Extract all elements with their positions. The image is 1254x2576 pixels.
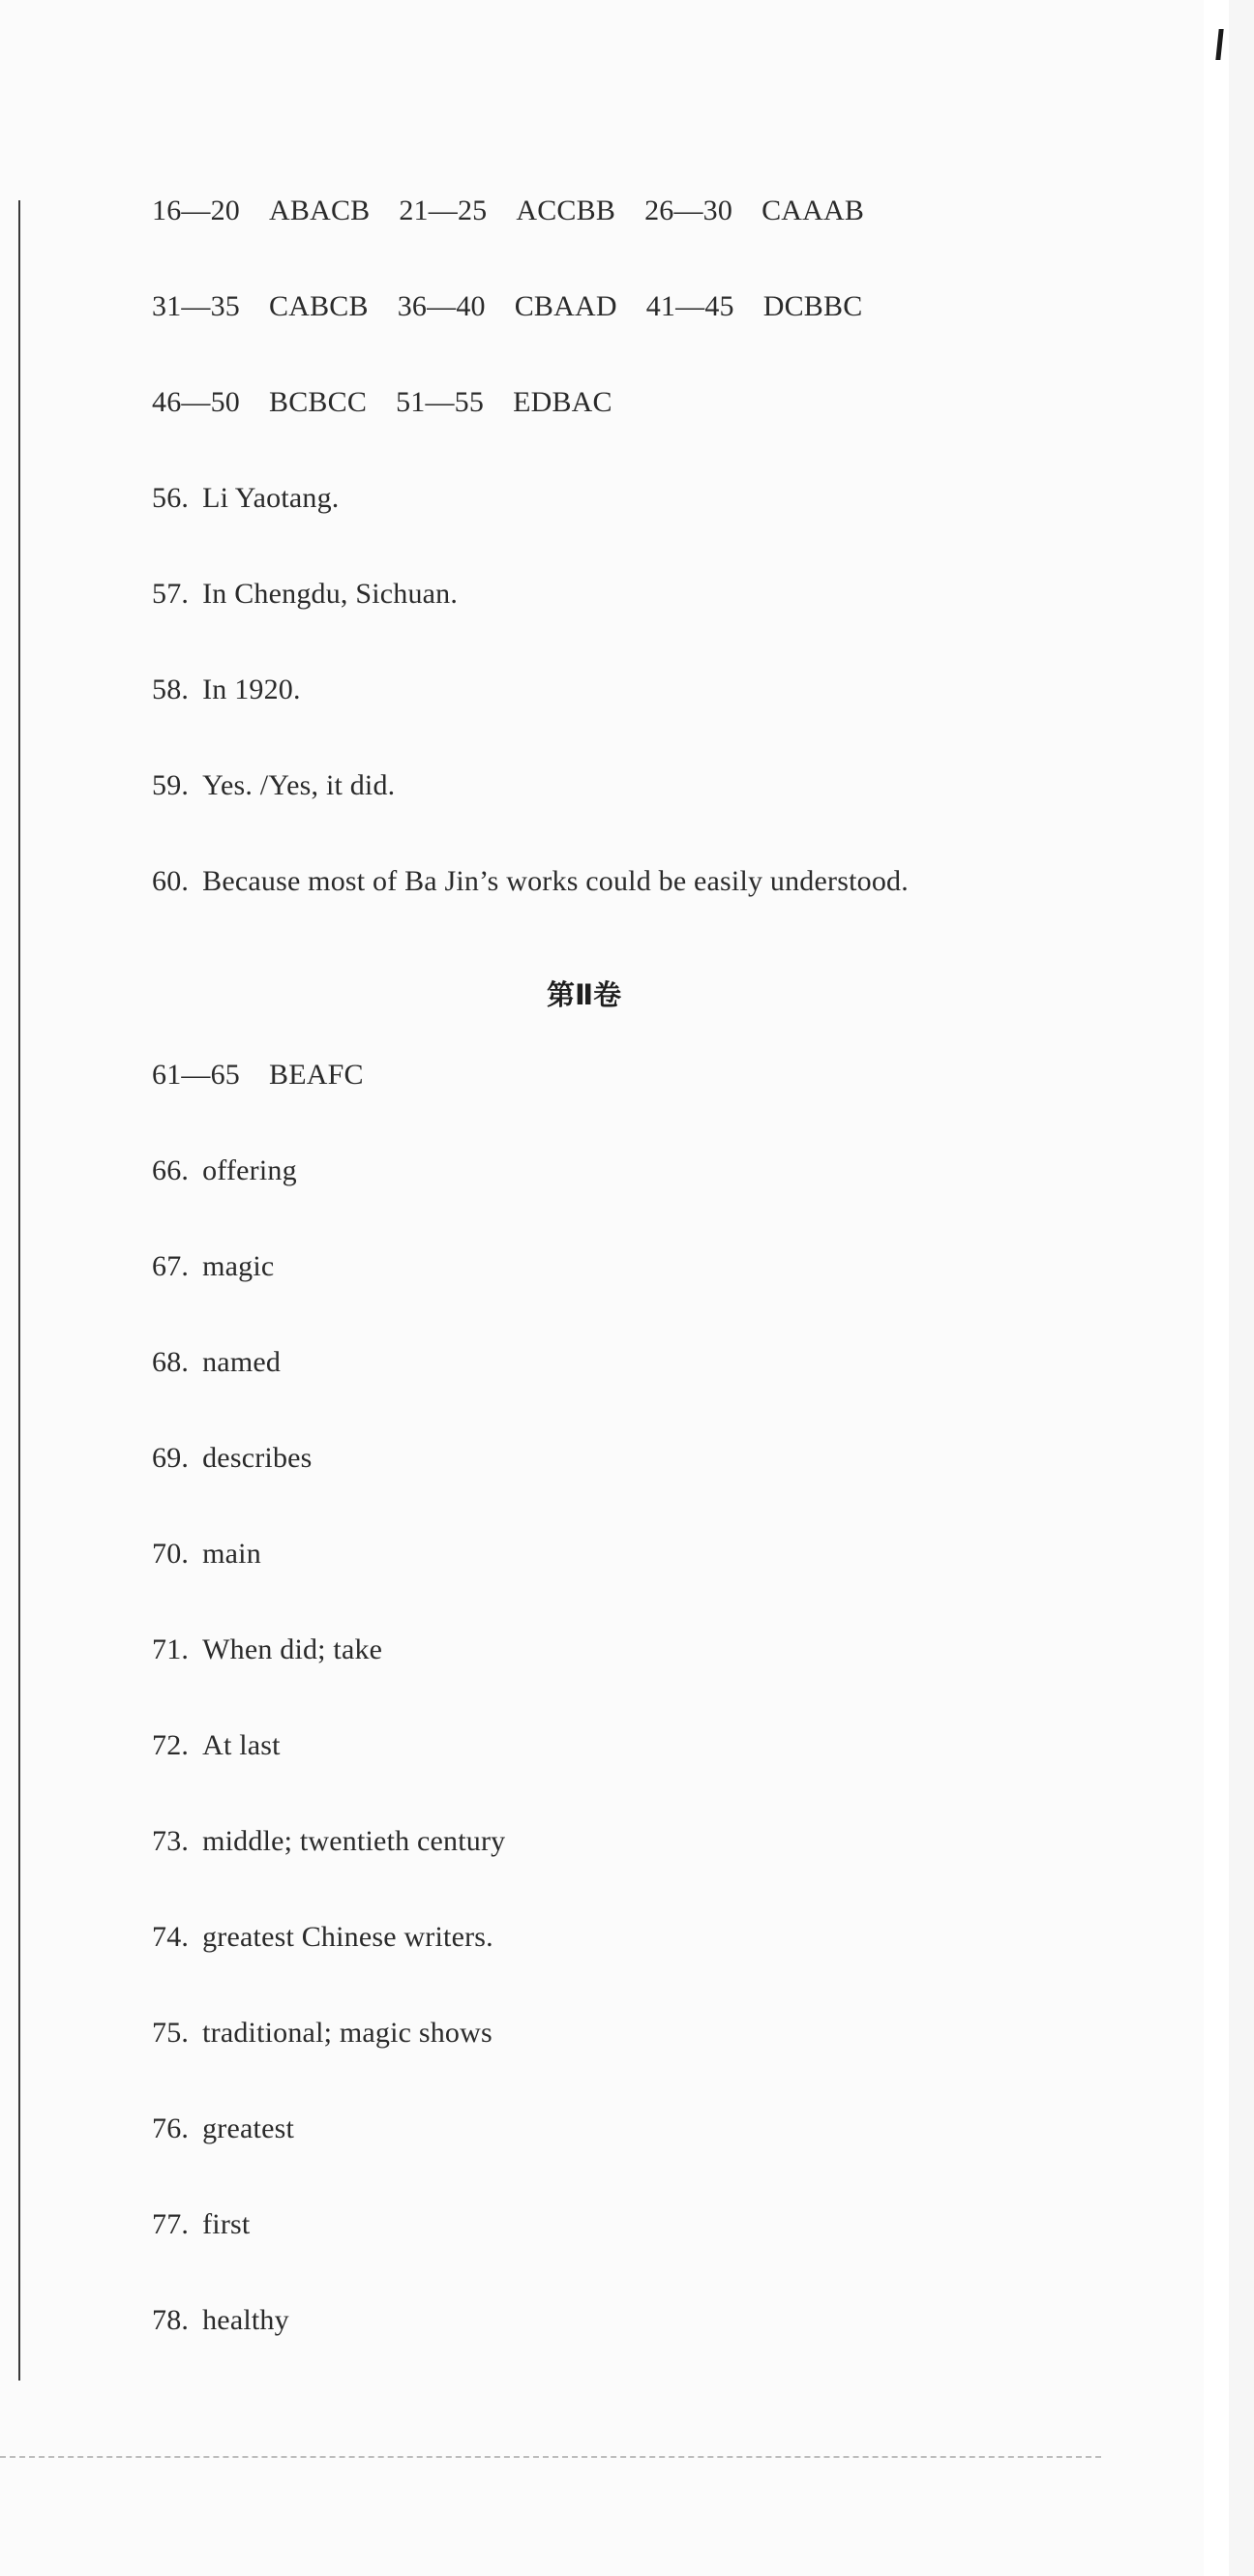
item-number: 70.	[152, 1538, 190, 1570]
answer-item	[152, 1153, 297, 1188]
range-answers: ACCBB	[516, 195, 616, 226]
item-answer: When did; take	[202, 1633, 383, 1665]
item-answer: first	[202, 2208, 251, 2240]
item-number: 60.	[152, 865, 190, 897]
item-answer: In 1920.	[202, 674, 301, 705]
answer-item	[152, 2112, 294, 2146]
range-answers: EDBAC	[513, 386, 612, 418]
page-edge	[1204, 0, 1229, 2576]
left-margin-rule	[18, 200, 20, 2381]
item-number: 59.	[152, 769, 190, 801]
range-label: 21—25	[399, 195, 488, 226]
answer-item	[152, 1345, 281, 1380]
item-number: 57.	[152, 578, 190, 610]
answer-item	[152, 1920, 493, 1955]
item-number: 69.	[152, 1442, 190, 1474]
item-number: 77.	[152, 2208, 190, 2240]
item-answer: named	[202, 1346, 282, 1378]
item-number: 68.	[152, 1346, 190, 1378]
item-answer: traditional; magic shows	[202, 2017, 493, 2049]
item-number: 71.	[152, 1633, 190, 1665]
choice-row-1	[152, 194, 864, 228]
item-answer: In Chengdu, Sichuan.	[202, 578, 459, 610]
answer-item	[152, 1728, 281, 1763]
item-answer: middle; twentieth century	[202, 1825, 506, 1857]
item-number: 74.	[152, 1921, 190, 1953]
range-answers: CBAAD	[514, 290, 617, 322]
range-answers: BEAFC	[269, 1059, 364, 1091]
item-answer: Yes. /Yes, it did.	[202, 769, 396, 801]
range-label: 46—50	[152, 386, 240, 418]
item-answer: describes	[202, 1442, 313, 1474]
answer-item	[152, 577, 458, 612]
item-number: 75.	[152, 2017, 190, 2049]
answer-item	[152, 864, 909, 899]
answer-item	[152, 2303, 289, 2338]
range-label: 61—65	[152, 1059, 240, 1091]
item-number: 72.	[152, 1729, 190, 1761]
item-number: 56.	[152, 482, 190, 514]
item-number: 67.	[152, 1250, 190, 1282]
range-answers: DCBBC	[762, 290, 863, 322]
range-label: 26—30	[644, 195, 733, 226]
range-answers: BCBCC	[269, 386, 368, 418]
answer-item	[152, 2016, 493, 2051]
range-label: 31—35	[152, 290, 240, 322]
item-number: 78.	[152, 2304, 190, 2336]
range-label: 41—45	[645, 290, 734, 322]
choice-row-4	[152, 1058, 364, 1093]
item-answer: greatest Chinese writers.	[202, 1921, 493, 1953]
range-answers: CABCB	[269, 290, 369, 322]
range-label: 36—40	[397, 290, 486, 322]
answer-item	[152, 1441, 313, 1476]
answer-item	[152, 1632, 382, 1667]
section-title: 第Ⅱ卷	[547, 978, 622, 1011]
range-answers: ABACB	[269, 195, 371, 226]
item-answer: offering	[202, 1154, 297, 1186]
answer-item	[152, 673, 301, 707]
item-number: 73.	[152, 1825, 190, 1857]
range-answers: CAAAB	[761, 195, 865, 226]
bottom-dashed-rule	[0, 2456, 1101, 2458]
item-answer: main	[202, 1538, 261, 1570]
item-answer: At last	[202, 1729, 281, 1761]
range-label: 16—20	[152, 195, 240, 226]
answer-item	[152, 2207, 250, 2242]
choice-row-3	[152, 385, 612, 420]
item-number: 58.	[152, 674, 190, 705]
answer-item	[152, 1824, 505, 1859]
answer-item	[152, 768, 395, 803]
range-label: 51—55	[396, 386, 485, 418]
item-number: 76.	[152, 2112, 190, 2144]
item-answer: healthy	[202, 2304, 289, 2336]
item-answer: Li Yaotang.	[202, 482, 340, 514]
item-answer: greatest	[202, 2112, 294, 2144]
answer-item	[152, 1537, 261, 1572]
item-answer: magic	[202, 1250, 275, 1282]
item-number: 66.	[152, 1154, 190, 1186]
choice-row-2	[152, 289, 862, 324]
answer-item	[152, 1249, 274, 1284]
answer-item	[152, 481, 339, 516]
item-answer: Because most of Ba Jin’s works could be easily understood.	[202, 865, 909, 897]
